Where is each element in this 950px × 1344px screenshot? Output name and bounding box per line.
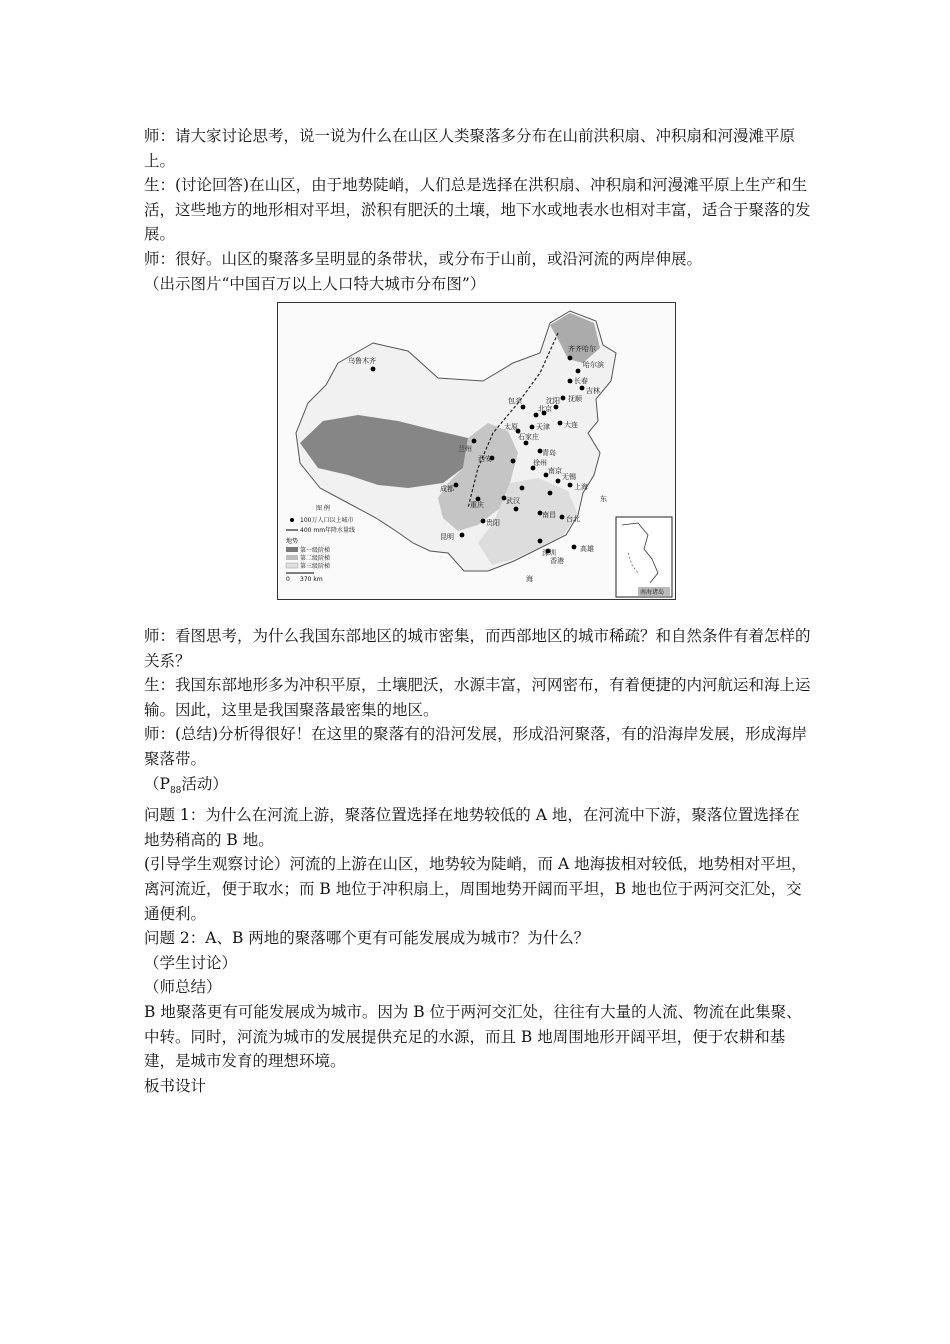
city-dot <box>558 421 563 426</box>
city-label-wuhan: 武汉 <box>506 497 520 505</box>
city-dot <box>520 486 525 491</box>
scale-zero: 0 <box>286 576 290 583</box>
paragraph-board-design: 板书设计 <box>144 1076 207 1095</box>
city-label-dalian: 大连 <box>564 421 578 429</box>
legend-step1: 第一级阶梯 <box>300 547 331 554</box>
city-dot <box>538 539 543 544</box>
city-label-guiyang: 贵阳 <box>486 519 500 527</box>
city-dot <box>568 379 573 384</box>
legend-title: 图 例 <box>316 505 330 512</box>
city-label-urumqi: 乌鲁木齐 <box>348 357 376 365</box>
city-dot <box>511 459 516 464</box>
inset-label: 南海诸岛 <box>640 589 665 596</box>
legend-step2: 第二级阶梯 <box>300 555 331 562</box>
city-dot <box>481 519 486 524</box>
legend-step1-swatch <box>286 547 298 552</box>
city-label-chongqing: 重庆 <box>470 501 484 509</box>
city-label-qiqihar: 齐齐哈尔 <box>568 345 596 353</box>
city-dot <box>548 491 553 496</box>
map-legend <box>286 504 355 583</box>
city-label-xuzhou: 徐州 <box>533 459 547 467</box>
china-city-map-figure <box>277 302 676 600</box>
city-dot <box>454 483 459 488</box>
paragraph-question-1: 问题 1：为什么在河流上游，聚落位置选择在地势较低的 A 地，在河流中下游，聚落位置选择在地势稍高的 B 地。 <box>144 806 800 849</box>
legend-step2-swatch <box>286 555 298 560</box>
city-label-taibei: 台北 <box>566 515 580 523</box>
document-top <box>144 124 814 296</box>
city-label-nanchang: 南昌 <box>542 511 556 519</box>
city-label-lanzhou: 兰州 <box>458 445 472 453</box>
city-label-fushun: 抚顺 <box>568 395 582 403</box>
city-dot <box>371 367 376 372</box>
city-label-shenyang: 沈阳 <box>546 397 560 405</box>
city-label-nanjing: 南京 <box>548 467 562 475</box>
city-dot <box>580 386 585 391</box>
city-label-shanghai: 上海 <box>574 483 588 491</box>
scale-value: 370 km <box>300 576 323 583</box>
paragraph-activity <box>144 772 814 804</box>
city-dot <box>524 441 529 446</box>
city-label-changchun: 长春 <box>574 377 588 385</box>
south-sea-inset <box>616 517 672 597</box>
city-dot <box>521 405 526 410</box>
city-dot <box>561 396 566 401</box>
city-dot <box>568 483 573 488</box>
paragraph-guided-discussion: (引导学生观察讨论）河流的上游在山区，地势较为陡峭，而 A 地海拔相对较低，地势相对平坦，离河流近，便于取水；而 B 地位于冲积扇上，周围地势开阔而平坦，B 地也位于两河交汇处，交通便利。 <box>144 855 807 923</box>
paragraph-teacher-summary: 师：(总结)分析得很好！在这里的聚落有的沿河发展，形成沿河聚落，有的沿海岸发展，形成海岸聚落带。 <box>144 725 808 768</box>
city-label-taiyuan: 太原 <box>504 423 518 431</box>
paragraph-teacher-question-1: 师：请大家讨论思考，说一说为什么在山区人类聚落多分布在山前洪积扇、冲积扇和河漫滩平原上。 <box>144 127 796 170</box>
activity-close: 活动） <box>181 774 228 793</box>
city-dot <box>554 405 559 410</box>
city-label-chengdu: 成都 <box>440 485 454 493</box>
paragraph-student-discussion: （学生讨论） <box>144 953 238 972</box>
city-dot <box>514 507 519 512</box>
city-dot <box>568 356 573 361</box>
china-city-map <box>278 303 675 599</box>
city-label-shenzhen: 深圳 <box>542 549 556 557</box>
city-dot <box>472 439 477 444</box>
city-dot <box>576 369 581 374</box>
city-label-wuxi: 无锡 <box>562 473 576 481</box>
city-label-shijiazhuang: 石家庄 <box>518 433 539 441</box>
city-label-beijing: 北京 <box>538 405 552 413</box>
city-label-hongkong: 香港 <box>550 557 564 565</box>
city-dot <box>530 425 535 430</box>
sea-label-south: 海 <box>526 575 533 583</box>
city-dot <box>460 533 465 538</box>
city-dot <box>556 479 561 484</box>
city-label-kunming: 昆明 <box>440 533 454 541</box>
city-dot <box>560 515 565 520</box>
paragraph-question-2: 问题 2：A、B 两地的聚落哪个更有可能发展成为城市？为什么？ <box>144 929 590 948</box>
paragraph-conclusion: B 地聚落更有可能发展成为城市。因为 B 位于两河交汇处，往往有大量的人流、物流在此集聚、中转。同时，河流为城市的发展提供充足的水源，而且 B 地周围地形开阔平坦，便于农耕和基建，是城市发育的理想环境。 <box>144 1003 802 1071</box>
document-bottom <box>144 624 814 1098</box>
city-dot <box>572 545 577 550</box>
activity-page-sub: 88 <box>169 785 182 796</box>
paragraph-teacher-conclusion-label: （师总结） <box>144 978 222 997</box>
legend-rain: 400 mm年降水量线 <box>300 527 356 534</box>
paragraph-student-answer-2: 生：我国东部地形多为冲积平原，土壤肥沃，水源丰富，河网密布，有着便捷的内河航运和海上运输。因此，这里是我国聚落最密集的地区。 <box>144 676 811 719</box>
city-dot <box>534 413 539 418</box>
inset-frame <box>616 517 672 597</box>
legend-step3-swatch <box>286 563 298 568</box>
city-label-qingdao: 青岛 <box>542 449 556 457</box>
legend-city: 100万人口以上城市 <box>300 517 354 524</box>
legend-city-dot <box>290 518 294 522</box>
city-label-harbin: 哈尔滨 <box>583 361 604 369</box>
sea-label-east: 东 <box>600 495 607 503</box>
city-label-jilin: 吉林 <box>586 387 600 395</box>
city-label-tianjin: 天津 <box>536 423 550 431</box>
city-label-baotou: 包头 <box>508 397 522 405</box>
city-label-xian: 西安 <box>478 455 492 463</box>
legend-terrain-title: 地势 <box>286 538 299 545</box>
paragraph-teacher-question-2: 师：看图思考，为什么我国东部地区的城市密集，而西部地区的城市稀疏？和自然条件有着怎样的关系？ <box>144 627 811 670</box>
paragraph-show-figure: （出示图片“中国百万以上人口特大城市分布图”） <box>144 274 486 293</box>
paragraph-student-answer-1: 生：(讨论回答)在山区，由于地势陡峭，人们总是选择在洪积扇、冲积扇和河漫滩平原上生产和生活，这些地方的地形相对平坦，淤积有肥沃的土壤，地下水或地表水也相对丰富，适合于聚落的发展。 <box>144 176 811 244</box>
activity-open: （P <box>144 774 170 793</box>
legend-step3: 第三级阶梯 <box>300 563 331 570</box>
paragraph-teacher-remark-1: 师：很好。山区的聚落多呈明显的条带状，或分布于山前，或沿河流的两岸伸展。 <box>144 249 703 268</box>
city-label-gaoxiong: 高雄 <box>580 545 594 553</box>
